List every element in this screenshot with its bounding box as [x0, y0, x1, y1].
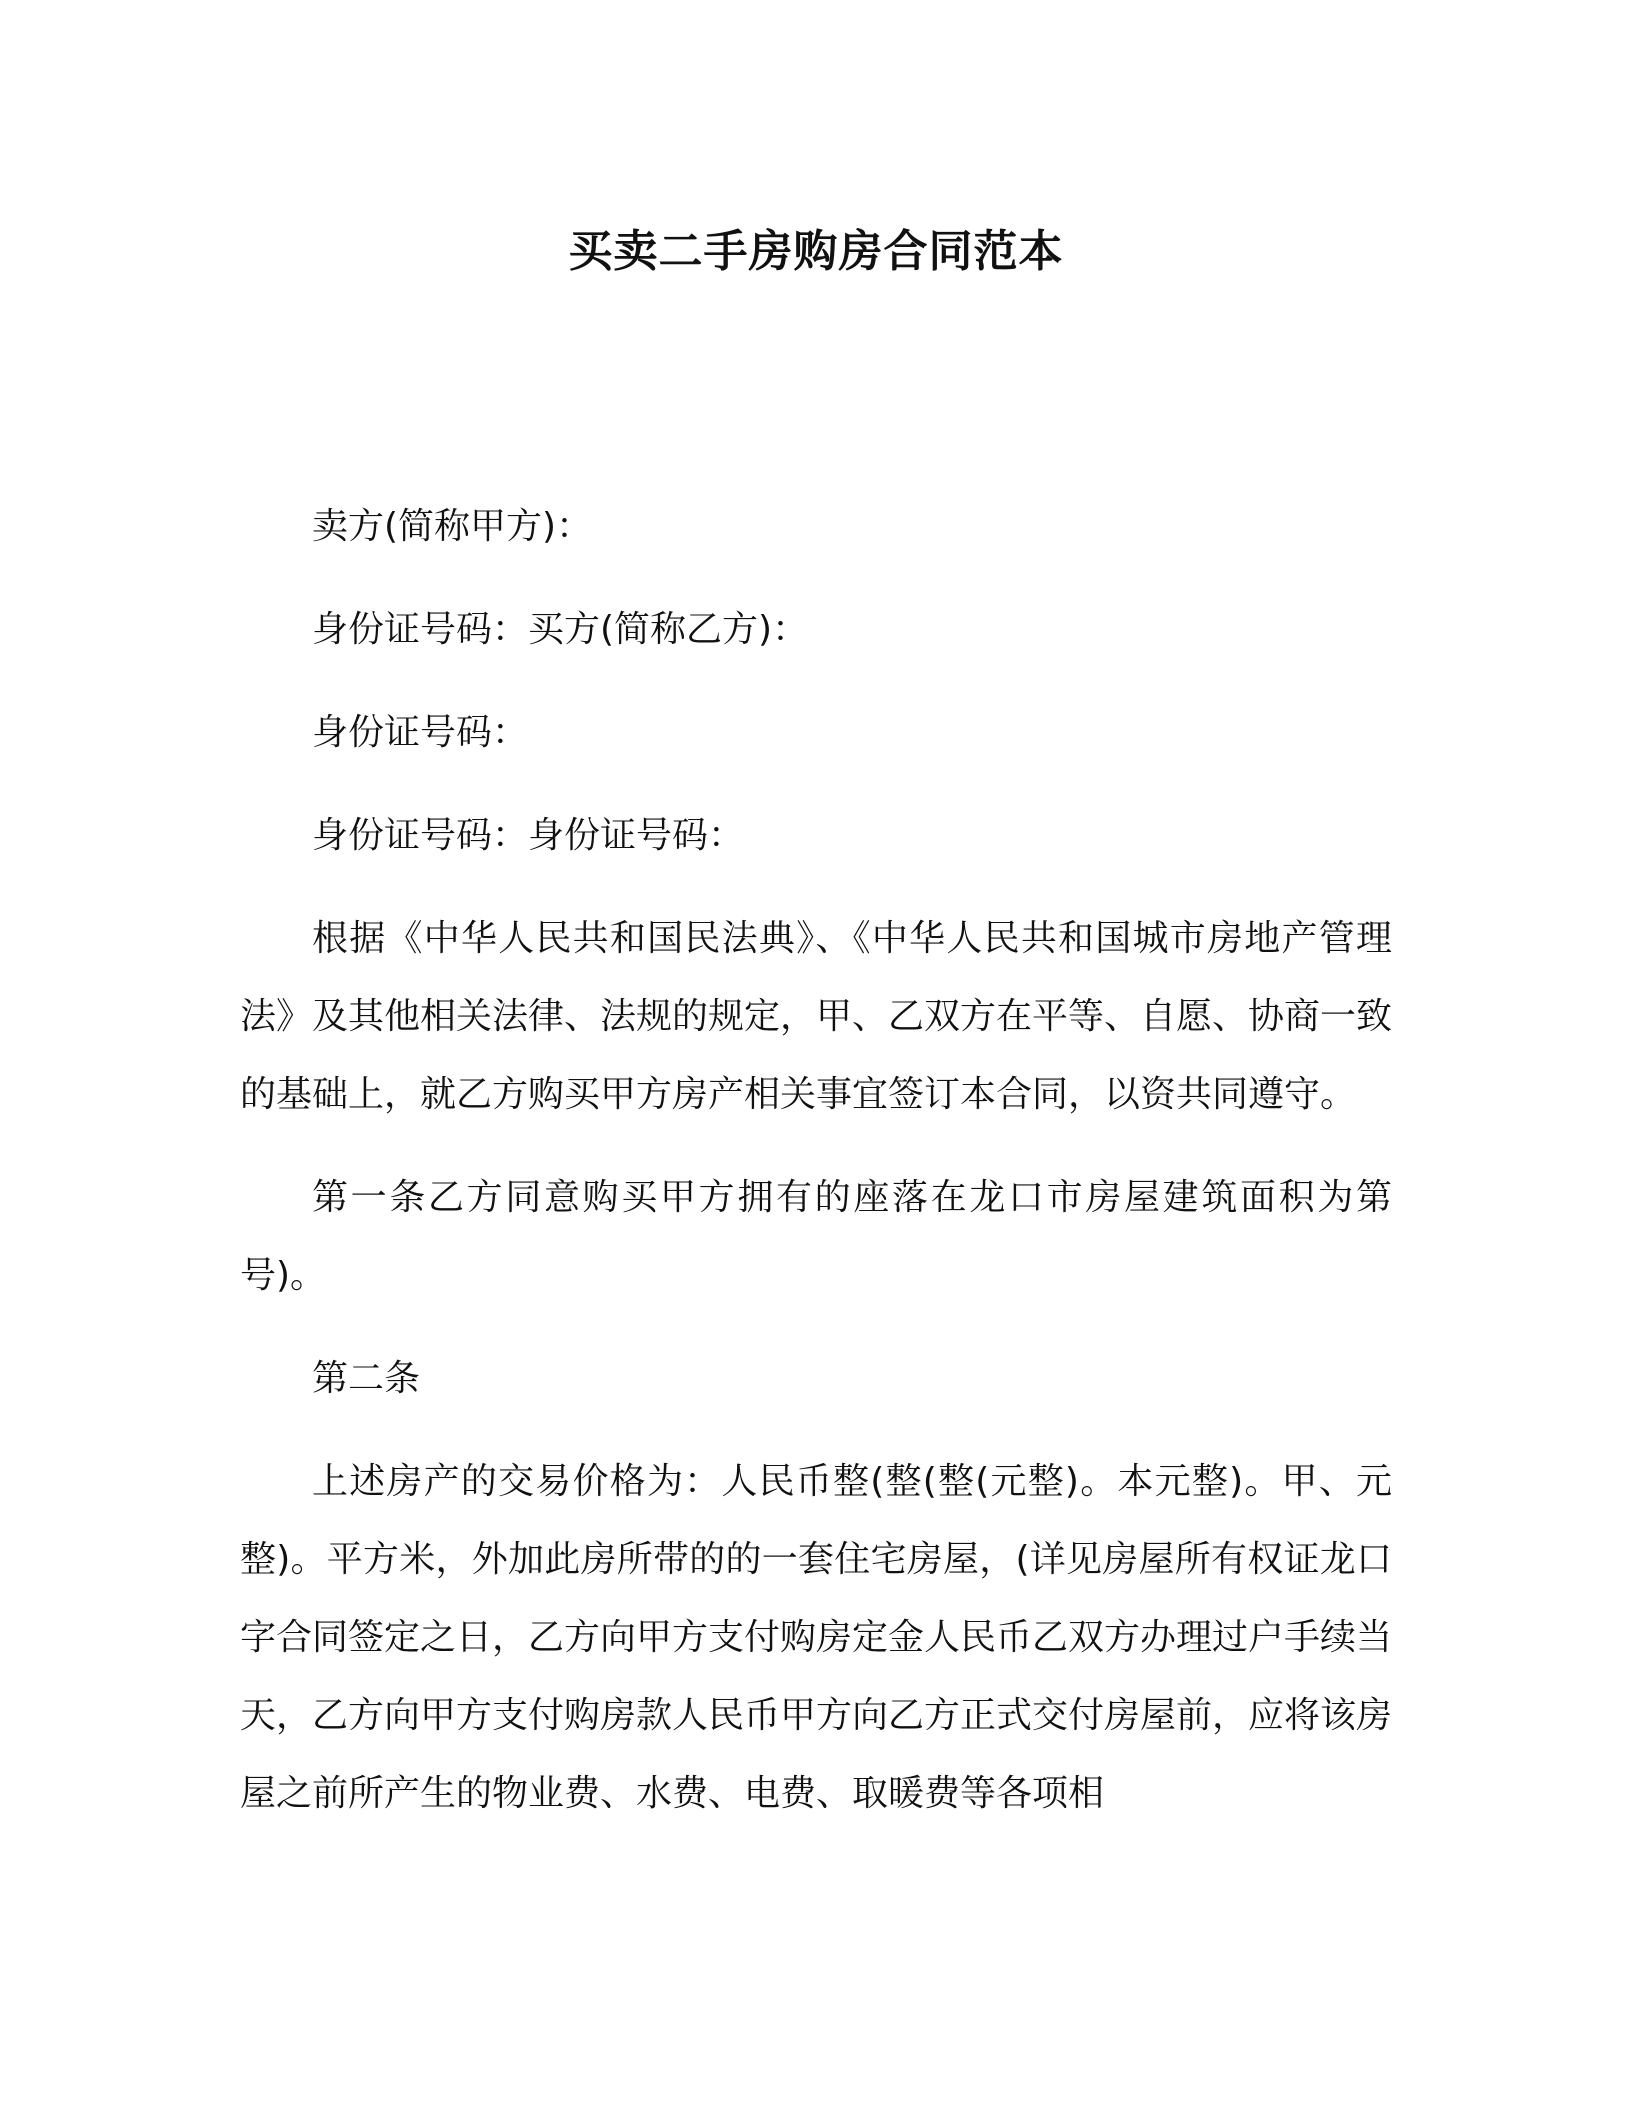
id-number-fields: 身份证号码：身份证号码：	[312, 815, 745, 856]
document-title: 买卖二手房购房合同范本	[568, 226, 1064, 277]
document-body	[240, 488, 1392, 1858]
seller-id-buyer-field: 身份证号码：买方(简称乙方)：	[312, 609, 809, 650]
preamble-paragraph: 根据《中华人民共和国民法典》、《中华人民共和国城市房地产管理法》及其他相关法律、法规的规定，甲、乙双方在平等、自愿、协商一致的基础上，就乙方购买甲方房产相关事宜签订本合同，以资共同遵守。	[240, 918, 1393, 1115]
buyer-id-field: 身份证号码：	[312, 712, 529, 753]
article-one-paragraph: 第一条乙方同意购买甲方拥有的座落在龙口市房屋建筑面积为第号)。	[240, 1177, 1392, 1296]
article-two-heading: 第二条	[312, 1358, 421, 1399]
seller-field: 卖方(简称甲方)：	[312, 506, 593, 547]
price-paragraph: 上述房产的交易价格为：人民币整(整(整(元整)。本元整)。甲、元整)。平方米，外加此房所带的的一套住宅房屋，(详见房屋所有权证龙口字合同签定之日，乙方向甲方支付购房定金人民币乙双方办理过户手续当天，乙方向甲方支付购房款人民币甲方向乙方正式交付房屋前，应将该房屋之前所产生的物业费、水费、电费、取暖费等各项相	[240, 1461, 1393, 1814]
